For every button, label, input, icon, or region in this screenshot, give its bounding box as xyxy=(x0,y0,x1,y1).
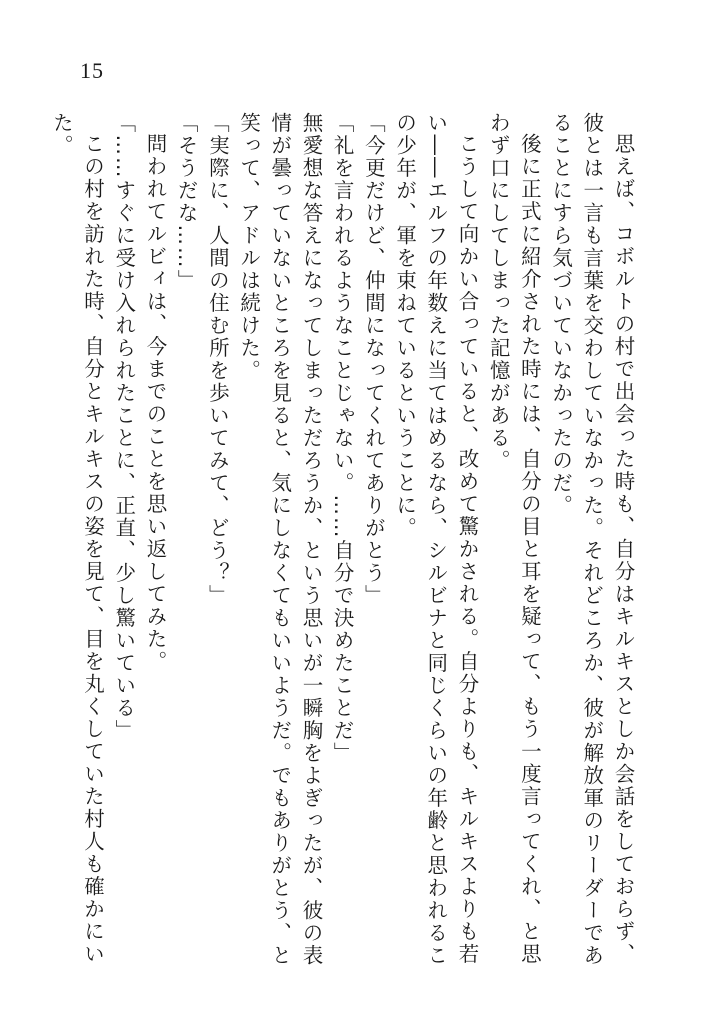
page-number: 15 xyxy=(80,58,104,83)
dialogue-line: 「礼を言われるようなことじゃない。……自分で決めたことだ」 xyxy=(330,112,355,765)
paragraph: こうして向かい合っていると、改めて驚かされる。自分よりも、キルキスよりも若い――エルフの年数えに当てはめるなら、シルビナと同じくらいの年齢と思われるこの少年が、軍を束ねているということに。 xyxy=(392,112,479,967)
dialogue-line: 「そうだな……」 xyxy=(174,112,199,292)
paragraph: 無愛想な答えになってしまっただろうか、という思いが一瞬胸をよぎったが、彼の表情が曇っていないところを見ると、気にしなくてもいいようだ。でもありがとう、と笑って、アドルは続けた。 xyxy=(236,112,323,967)
paragraph: 問われてルビィは、今までのことを思い返してみた。 xyxy=(142,132,167,673)
paragraph: 後に正式に紹介された時には、自分の目と耳を疑って、もう一度言ってくれ、と思わず口にしてしまった記憶がある。 xyxy=(486,112,542,965)
dialogue-line: 「実際に、人間の住む所を歩いてみて、どう？」 xyxy=(205,112,230,607)
dialogue-line: 「今更だけど、仲間になってくれてありがとう」 xyxy=(361,112,386,607)
vertical-text-body xyxy=(49,112,638,972)
dialogue-line: 「……すぐに受け入れられたことに、正直、少し驚いている」 xyxy=(111,112,136,742)
paragraph: 思えば、コボルトの村で出会った時も、自分はキルキスとしか会話をしておらず、彼とは一言も言葉を交わしていなかった。それどころか、彼が解放軍のリーダーであることにすら気づいていなかったのだ。 xyxy=(548,112,635,967)
paragraph: この村を訪れた時、自分とキルキスの姿を見て、目を丸くしていた村人も確かにいた。 xyxy=(49,112,105,965)
